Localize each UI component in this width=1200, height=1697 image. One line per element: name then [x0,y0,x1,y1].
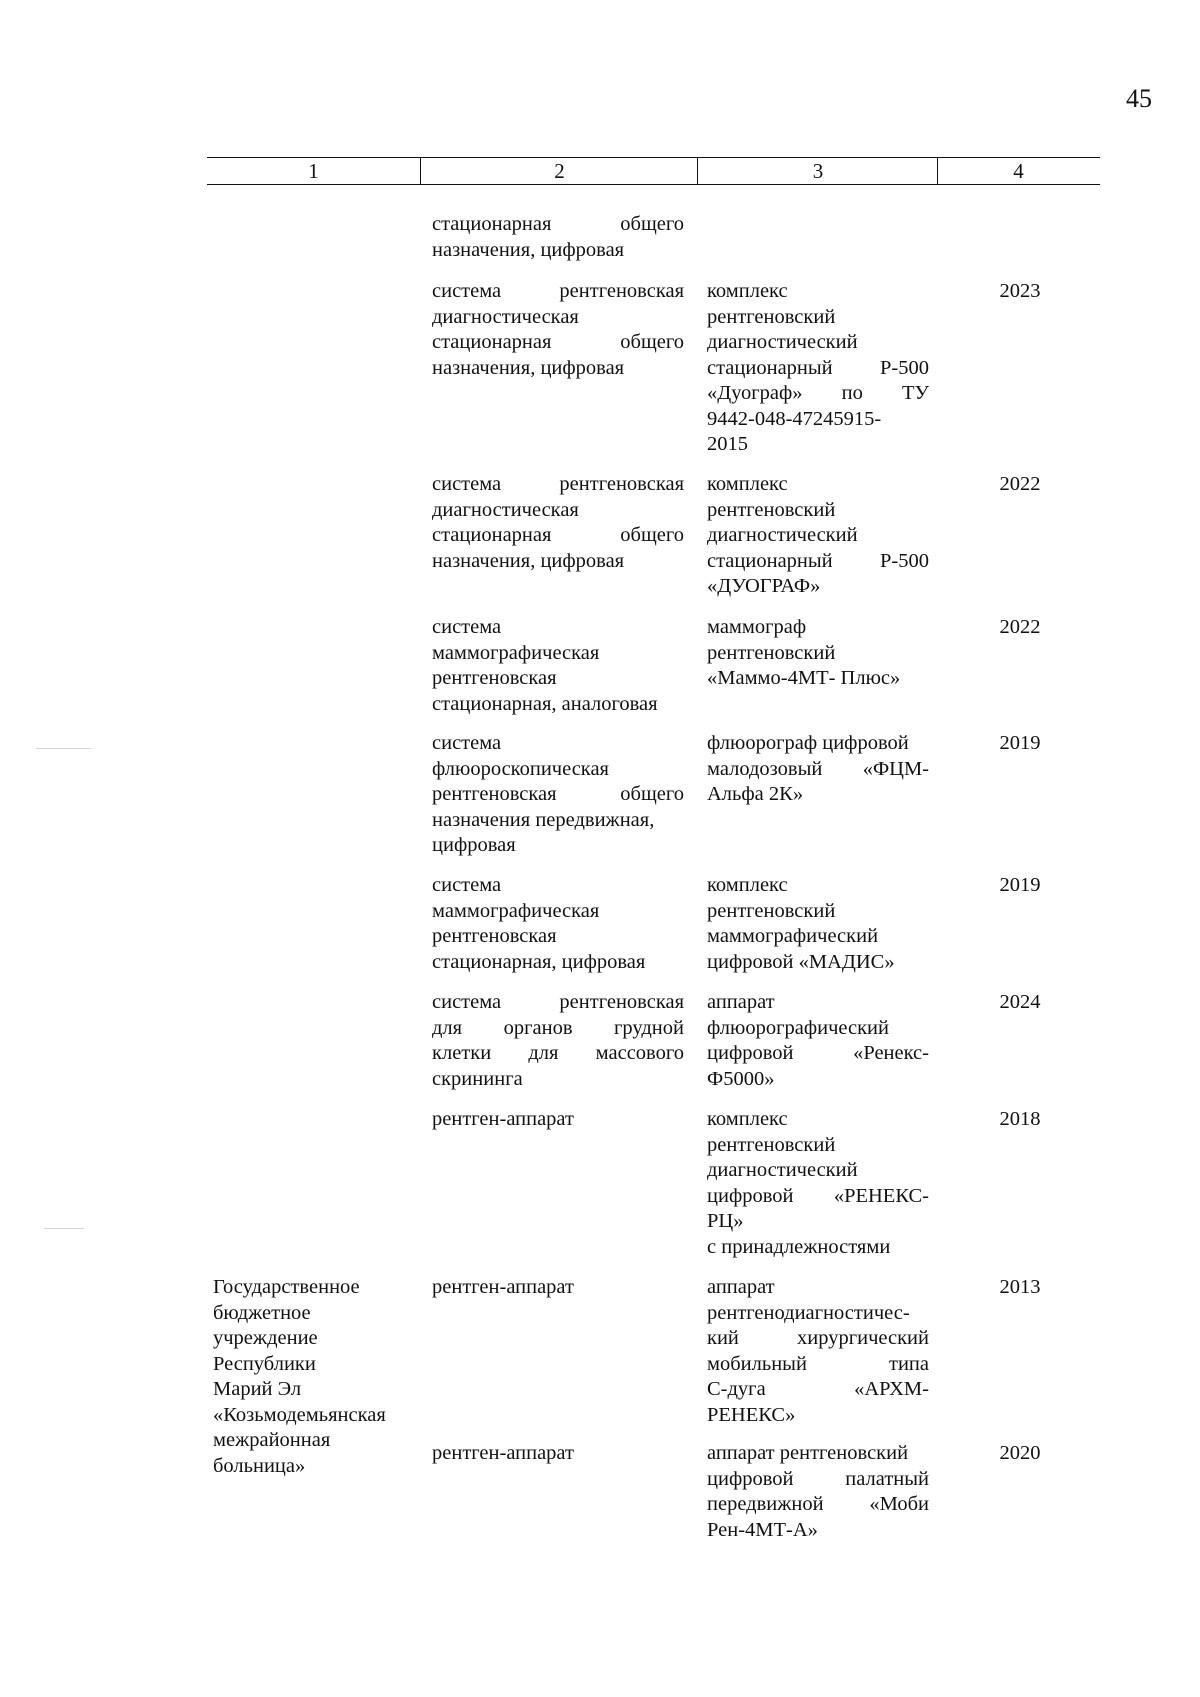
cell-text-line: диагностическая [432,498,579,521]
cell-text-line: цифровой палатный [707,1467,929,1490]
page-number: 45 [1126,84,1152,113]
header-cell-1: 1 [308,159,319,183]
cell-text-line: стационарная общего [432,331,684,353]
cell-text-line: рентгеновский [707,498,836,521]
equipment-model-cell [707,873,929,975]
cell-text-line: назначения передвижная, [432,808,655,831]
cell-text-line: рентгенодиагностичес- [707,1301,910,1324]
cell-text-line: РЕНЕКС» [707,1403,796,1426]
year-cell: 2024 [999,991,1041,1013]
cell-text-line: Государственное [213,1276,360,1298]
cell-text-line: маммографическая [432,641,600,664]
cell-text-line: рентген-аппарат [432,1108,574,1130]
year-cell: 2019 [999,732,1041,754]
cell-text-line: назначения, цифровая [432,356,625,379]
cell-text-line: стационарная общего [432,524,684,546]
cell-text-line: комплекс [707,1108,788,1130]
equipment-type-cell [432,1107,684,1133]
cell-text-line: клетки для массового [432,1042,684,1064]
institution-name-cell [213,1275,413,1479]
equipment-type-cell [432,472,684,574]
year-cell: 2023 [999,280,1041,302]
cell-text-line: рентгеновский [707,305,836,328]
cell-text-line: назначения, цифровая [432,549,625,572]
cell-text-line: «ДУОГРАФ» [707,575,821,597]
cell-text-line: система рентгеновская [432,473,684,495]
cell-text-line: учреждение [213,1327,318,1349]
cell-text-line: межрайонная [213,1429,331,1451]
cell-text-line: цифровой «Ренекс- [707,1042,929,1064]
equipment-model-cell [707,1441,929,1543]
cell-text-line: система рентгеновская [432,280,684,302]
table-header-row [207,157,1100,185]
equipment-type-cell [432,1275,684,1301]
cell-text-line: Рен-4МТ-А» [707,1518,818,1541]
cell-text-line: диагностический [707,331,858,353]
cell-text-line: 2015 [707,433,748,455]
cell-text-line: рентген-аппарат [432,1276,574,1298]
cell-text-line: больница» [213,1454,306,1477]
cell-text-line: диагностическая [432,305,579,328]
equipment-model-cell [707,615,929,692]
equipment-model-cell [707,1107,929,1260]
cell-text-line: бюджетное [213,1301,311,1324]
cell-text-line: Республики [213,1352,316,1375]
cell-text-line: система [432,874,502,896]
scan-artifact-line [36,748,91,749]
cell-text-line: диагностический [707,524,858,546]
cell-text-line: маммографический [707,925,879,947]
cell-text-line: Марий Эл [213,1378,302,1400]
cell-text-line: «Козьмодемьянская [213,1403,386,1426]
cell-text-line: передвижной «Моби [707,1493,929,1515]
cell-text-line: малодозовый «ФЦМ- [707,757,929,780]
header-cell-4: 4 [937,158,1099,184]
cell-text-line: система [432,732,502,754]
cell-text-line: комплекс [707,874,788,896]
cell-text-line: комплекс [707,280,788,302]
equipment-type-cell [432,212,684,263]
cell-text-line: скрининга [432,1067,523,1090]
cell-text-line: аппарат рентгеновский [707,1442,909,1464]
cell-text-line: стационарная, цифровая [432,950,646,973]
equipment-type-cell [432,731,684,859]
equipment-type-cell [432,1441,684,1467]
equipment-model-cell [707,472,929,600]
cell-text-line: рентгеновская [432,925,557,947]
cell-text-line: стационарный Р-500 [707,549,929,572]
cell-text-line: аппарат [707,1276,775,1298]
cell-text-line: Ф5000» [707,1067,775,1090]
equipment-model-cell [707,279,929,458]
cell-text-line: рентгеновская общего [432,783,684,805]
cell-text-line: для органов грудной [432,1016,684,1039]
cell-text-line: аппарат [707,991,775,1013]
equipment-model-cell [707,990,929,1092]
cell-text-line: маммограф [707,616,807,638]
year-cell: 2019 [999,874,1041,896]
cell-text-line: рентген-аппарат [432,1442,574,1464]
cell-text-line: РЦ» [707,1210,744,1232]
equipment-model-cell [707,731,929,808]
header-cell-2: 2 [420,158,698,184]
cell-text-line: мобильный типа [707,1352,929,1375]
cell-text-line: диагностический [707,1159,858,1181]
equipment-type-cell [432,873,684,975]
equipment-type-cell [432,615,684,717]
cell-text-line: рентгеновский [707,899,836,922]
scan-artifact-line [44,1228,84,1229]
cell-text-line: «Дуограф» по ТУ [707,382,929,404]
equipment-type-cell [432,990,684,1092]
cell-text-line: маммографическая [432,899,600,922]
cell-text-line: рентгеновская [432,667,557,689]
cell-text-line: С-дуга «АРХМ- [707,1378,929,1400]
cell-text-line: флюорографический [707,1016,889,1039]
cell-text-line: система рентгеновская [432,991,684,1013]
cell-text-line: цифровая [432,834,516,856]
year-cell: 2018 [999,1108,1041,1130]
cell-text-line: кий хирургический [707,1327,929,1349]
cell-text-line: 9442-048-47245915- [707,407,882,430]
cell-text-line: комплекс [707,473,788,495]
cell-text-line: назначения, цифровая [432,238,625,261]
cell-text-line: стационарная общего [432,213,684,235]
cell-text-line: рентгеновский [707,641,836,664]
equipment-model-cell [707,1275,929,1428]
equipment-type-cell [432,279,684,381]
cell-text-line: Альфа 2К» [707,783,804,805]
cell-text-line: рентгеновский [707,1133,836,1156]
year-cell: 2013 [999,1276,1041,1298]
year-cell: 2022 [999,616,1041,638]
cell-text-line: система [432,616,502,638]
cell-text-line: с принадлежностями [707,1235,891,1258]
cell-text-line: цифровой «РЕНЕКС- [707,1184,929,1207]
cell-text-line: флюорограф цифровой [707,732,909,754]
year-cell: 2022 [999,473,1041,495]
cell-text-line: стационарный Р-500 [707,356,929,379]
cell-text-line: флюороскопическая [432,757,609,780]
year-cell: 2020 [999,1442,1041,1464]
header-cell-3: 3 [697,158,938,184]
cell-text-line: стационарная, аналоговая [432,692,658,715]
cell-text-line: цифровой «МАДИС» [707,950,895,973]
cell-text-line: «Маммо-4МТ- Плюс» [707,667,901,689]
